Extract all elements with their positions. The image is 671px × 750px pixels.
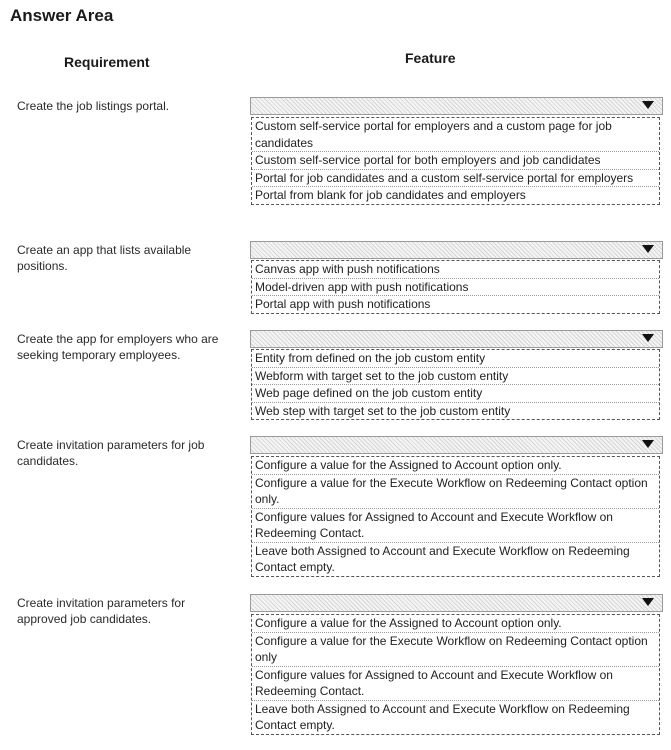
option-item[interactable]: Leave both Assigned to Account and Execute Workflow on Redeeming Contact empty. (255, 701, 630, 732)
page-title: Answer Area (10, 6, 114, 25)
option-item[interactable]: Entity from defined on the job custom entity (252, 350, 659, 368)
option-item[interactable]: Custom self-service portal for employers and a custom page for job candidates (252, 118, 659, 152)
option-item[interactable]: Webform with target set to the job custom entity (252, 368, 659, 386)
option-item[interactable]: Web step with target set to the job custom entity (255, 403, 511, 418)
feature-dropdown[interactable] (250, 594, 663, 612)
option-item[interactable]: Configure a value for the Execute Workflow on Redeeming Contact option only. (252, 475, 659, 509)
option-list (251, 117, 660, 205)
requirement-text: Create the app for employers who are seeking temporary employees. (17, 332, 219, 362)
option-item[interactable]: Configure values for Assigned to Account and Execute Workflow on Redeeming Contact. (252, 667, 659, 701)
chevron-down-icon[interactable] (642, 245, 654, 253)
option-list (251, 614, 660, 735)
option-item[interactable]: Leave both Assigned to Account and Execute Workflow on Redeeming Contact empty. (255, 543, 630, 574)
feature-dropdown[interactable] (250, 97, 663, 115)
option-item[interactable]: Portal from blank for job candidates and employers (255, 188, 526, 202)
chevron-down-icon[interactable] (642, 334, 654, 342)
requirement-text: Create invitation parameters for job candidates. (17, 438, 205, 468)
option-item[interactable]: Canvas app with push notifications (252, 261, 659, 279)
requirement-text: Create invitation parameters for approved job candidates. (17, 596, 186, 626)
option-list (251, 260, 660, 314)
option-item[interactable]: Custom self-service portal for both employers and job candidates (252, 152, 659, 170)
feature-dropdown[interactable] (250, 436, 663, 454)
option-item[interactable]: Portal app with push notifications (255, 297, 431, 311)
option-item[interactable]: Model-driven app with push notifications (252, 279, 659, 297)
option-item[interactable]: Configure a value for the Assigned to Account option only. (252, 457, 659, 475)
chevron-down-icon[interactable] (642, 598, 654, 606)
requirement-header: Requirement (64, 54, 150, 70)
option-item[interactable]: Configure values for Assigned to Account and Execute Workflow on Redeeming Contact. (252, 509, 659, 543)
chevron-down-icon[interactable] (642, 440, 654, 448)
option-item[interactable]: Configure a value for the Execute Workflow on Redeeming Contact option only (252, 633, 659, 667)
requirement-text: Create an app that lists available positions. (17, 243, 192, 273)
option-item[interactable]: Web page defined on the job custom entity (252, 385, 659, 403)
option-item[interactable]: Configure a value for the Assigned to Account option only. (252, 615, 659, 633)
option-list (251, 456, 660, 577)
option-list (251, 349, 660, 420)
option-item[interactable]: Portal for job candidates and a custom self-service portal for employers (252, 170, 659, 188)
feature-dropdown[interactable] (250, 330, 663, 348)
requirement-text: Create the job listings portal. (17, 99, 170, 113)
feature-header: Feature (405, 50, 456, 66)
chevron-down-icon[interactable] (642, 101, 654, 109)
feature-dropdown[interactable] (250, 241, 663, 259)
